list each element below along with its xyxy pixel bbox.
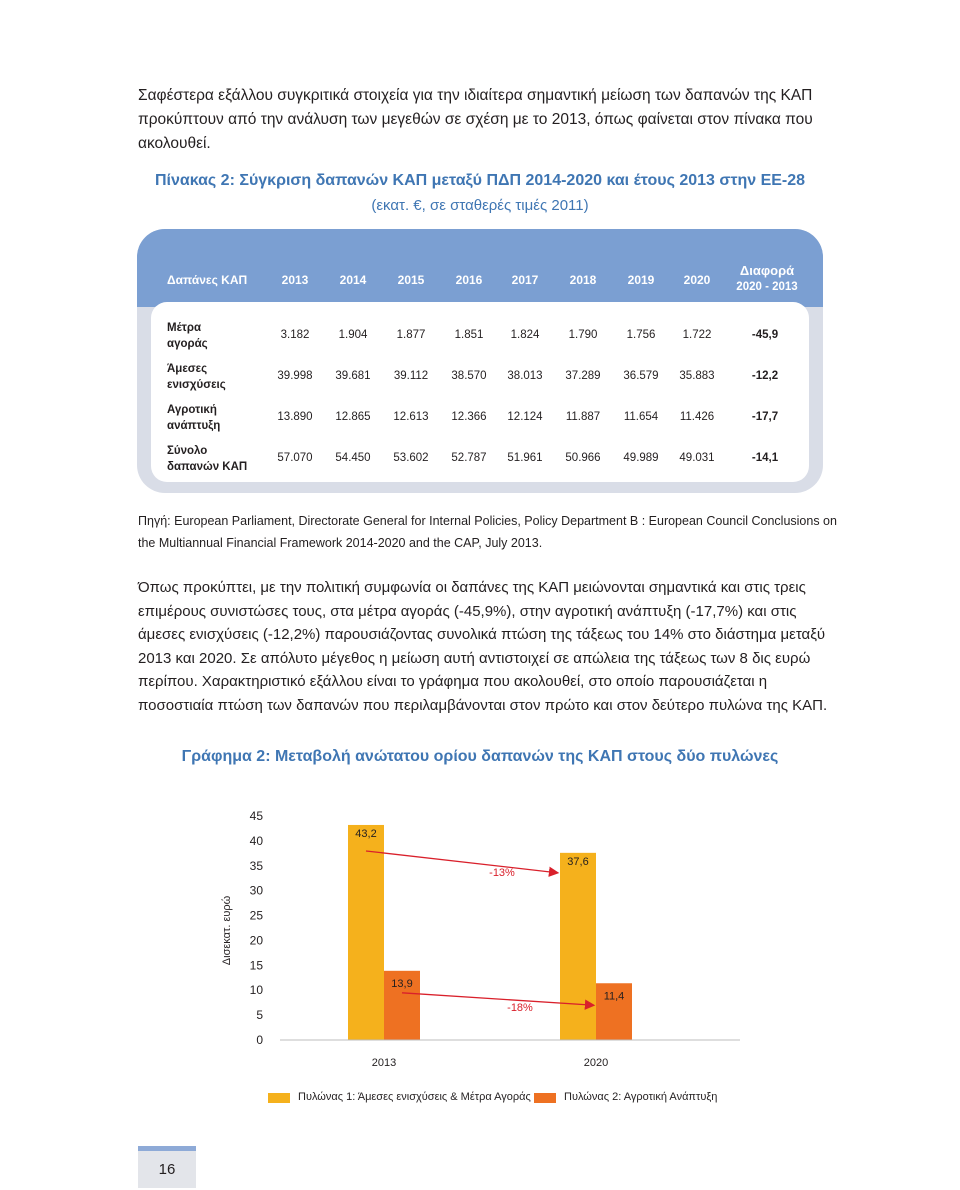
row-label-line2: δαπανών ΚΑΠ	[167, 461, 248, 473]
legend-item-pillar-1	[268, 1090, 531, 1110]
y-tick-label: 15	[249, 958, 263, 973]
header-year: 2015	[397, 273, 425, 287]
table-cell: 11.887	[565, 411, 601, 423]
y-tick-label: 40	[249, 833, 263, 848]
header-label: Δαπάνες ΚΑΠ	[167, 273, 248, 287]
row-label	[167, 402, 262, 434]
table-cell: 51.961	[507, 452, 543, 464]
chart-title: Γράφημα 2: Μεταβολή ανώτατου ορίου δαπανών της ΚΑΠ στους δύο πυλώνες	[181, 748, 779, 765]
y-axis-label: Δισεκατ. ευρώ	[221, 895, 233, 966]
table-cell: 12.865	[335, 411, 371, 423]
cap-expenditure-table	[137, 229, 823, 493]
table-cell-diff: -45,9	[751, 329, 779, 341]
table-cell: 1.722	[682, 329, 712, 341]
row-label-line1: Αγροτική	[167, 404, 217, 416]
pillar-spending-chart	[200, 800, 760, 1080]
header-year: 2016	[455, 273, 483, 287]
header-diff	[727, 263, 807, 295]
legend-swatch	[268, 1093, 290, 1103]
y-tick-label: 35	[249, 858, 263, 873]
table-cell: 3.182	[280, 329, 310, 341]
y-tick-label: 5	[256, 1008, 263, 1023]
table-row	[137, 443, 823, 483]
row-label-line2: αγοράς	[167, 338, 208, 350]
table-row	[137, 402, 823, 442]
data-label: 11,4	[603, 990, 625, 1003]
analysis-paragraph: Όπως προκύπτει, με την πολιτική συμφωνία οι δαπάνες της ΚΑΠ μειώνονται σημαντικά και στις τρεις επιμέρους συνιστώσες τους, στα μέτρα αγοράς (-45,9%), στην αγροτική ανάπτυξη (-17,7%) και στις άμεσες ενισχύσεις (-12,2%) παρουσιάζοντας συνολικά πτώση της τάξεως του 14% στο διάστημα μεταξύ 2013 και 2020. Σε απόλυτο μέγεθος η μείωση αυτή αντιστοιχεί σε απώλεια της τάξεως των 8 δις ευρώ περίπου. Χαρακτηριστικό εξάλλου είναι το γράφημα που ακολουθεί, στο οποίο παρουσιάζεται η ποσοστιαία πτώση των δαπανών που περιλαμβάνονται στον πρώτο και στον δεύτερο πυλώνα της ΚΑΠ.	[138, 579, 828, 714]
header-diff-line2: 2020 - 2013	[736, 281, 798, 293]
table-title: Πίνακας 2: Σύγκριση δαπανών ΚΑΠ μεταξύ ΠΔΠ 2014-2020 και έτους 2013 στην ΕΕ-28	[154, 172, 806, 189]
legend-label: Πυλώνας 1: Άμεσες ενισχύσεις & Μέτρα Αγοράς	[298, 1091, 531, 1103]
bar-2020-series-0	[560, 853, 596, 1040]
table-cell: 53.602	[393, 452, 429, 464]
table-cell: 1.904	[338, 329, 368, 341]
y-tick-label: 0	[256, 1033, 263, 1047]
y-tick-label: 45	[249, 809, 263, 823]
table-cell-diff: -14,1	[751, 452, 779, 464]
header-year: 2018	[569, 273, 597, 287]
table-header	[137, 229, 823, 307]
change-annotation: -13%	[489, 866, 515, 879]
table-row	[137, 361, 823, 401]
table-cell: 39.112	[393, 370, 429, 382]
table-cell: 1.877	[396, 329, 426, 341]
legend-label: Πυλώνας 2: Αγροτική Ανάπτυξη	[564, 1091, 718, 1103]
table-cell: 36.579	[623, 370, 659, 382]
table-cell: 1.851	[454, 329, 484, 341]
y-tick-label: 20	[249, 933, 263, 948]
table-cell: 11.654	[623, 411, 659, 423]
table-cell: 1.790	[568, 329, 598, 341]
table-cell: 13.890	[277, 411, 313, 423]
table-cell: 12.124	[507, 411, 543, 423]
header-year: 2017	[511, 273, 539, 287]
source-note: Πηγή: European Parliament, Directorate General for Internal Policies, Policy Department B : European Council Conclusions on the Multiannual Financial Framework 2014-2020 and the CAP, July 2013.	[138, 514, 837, 550]
table-cell: 35.883	[679, 370, 715, 382]
table-cell: 12.366	[451, 411, 487, 423]
table-cell: 11.426	[679, 411, 715, 423]
table-cell: 1.756	[626, 329, 656, 341]
header-year: 2019	[627, 273, 655, 287]
header-year: 2020	[683, 273, 711, 287]
y-tick-label: 25	[249, 908, 263, 923]
table-cell: 39.998	[277, 370, 313, 382]
data-label: 43,2	[355, 827, 377, 840]
table-row	[137, 320, 823, 360]
table-cell: 49.989	[623, 452, 659, 464]
y-tick-label: 30	[249, 883, 263, 898]
table-cell: 49.031	[679, 452, 715, 464]
row-label	[167, 443, 262, 475]
x-tick-label: 2020	[583, 1057, 609, 1069]
bar-2013-series-0	[348, 825, 384, 1040]
table-cell: 38.570	[451, 370, 487, 382]
y-tick-label: 10	[249, 983, 263, 998]
table-cell: 54.450	[335, 452, 371, 464]
table-cell: 39.681	[335, 370, 371, 382]
row-label-line1: Μέτρα	[167, 322, 202, 334]
row-label-line2: ανάπτυξη	[167, 420, 221, 432]
legend-swatch	[534, 1093, 556, 1103]
intro-paragraph: Σαφέστερα εξάλλου συγκριτικά στοιχεία για την ιδιαίτερα σημαντική μείωση των δαπανών της ΚΑΠ προκύπτουν από την ανάλυση των μεγεθών σε σχέση με το 2013, όπως φαίνεται στον πίνακα που ακολουθεί.	[138, 87, 813, 152]
table-cell: 12.613	[393, 411, 429, 423]
header-year: 2013	[281, 273, 309, 287]
row-label-line2: ενισχύσεις	[167, 379, 226, 391]
table-cell: 38.013	[507, 370, 543, 382]
row-label-line1: Άμεσες	[167, 363, 208, 375]
table-subtitle: (εκατ. €, σε σταθερές τιμές 2011)	[371, 197, 589, 214]
table-cell: 52.787	[451, 452, 487, 464]
table-cell-diff: -12,2	[751, 370, 779, 382]
table-cell: 50.966	[565, 452, 601, 464]
header-diff-line1: Διαφορά	[739, 263, 795, 278]
table-cell: 1.824	[510, 329, 540, 341]
table-cell: 57.070	[277, 452, 313, 464]
row-label	[167, 320, 262, 352]
trend-arrow	[366, 851, 558, 873]
data-label: 13,9	[391, 977, 413, 990]
table-cell-diff: -17,7	[751, 411, 779, 423]
header-year: 2014	[339, 273, 367, 287]
x-tick-label: 2013	[371, 1057, 397, 1069]
table-cell: 37.289	[565, 370, 601, 382]
row-label	[167, 361, 262, 393]
change-annotation: -18%	[507, 1002, 533, 1015]
data-label: 37,6	[567, 855, 589, 868]
row-label-line1: Σύνολο	[167, 445, 208, 457]
page-number-text: 16	[138, 1151, 196, 1188]
page-number	[138, 1146, 196, 1188]
legend-item-pillar-2	[534, 1090, 734, 1110]
